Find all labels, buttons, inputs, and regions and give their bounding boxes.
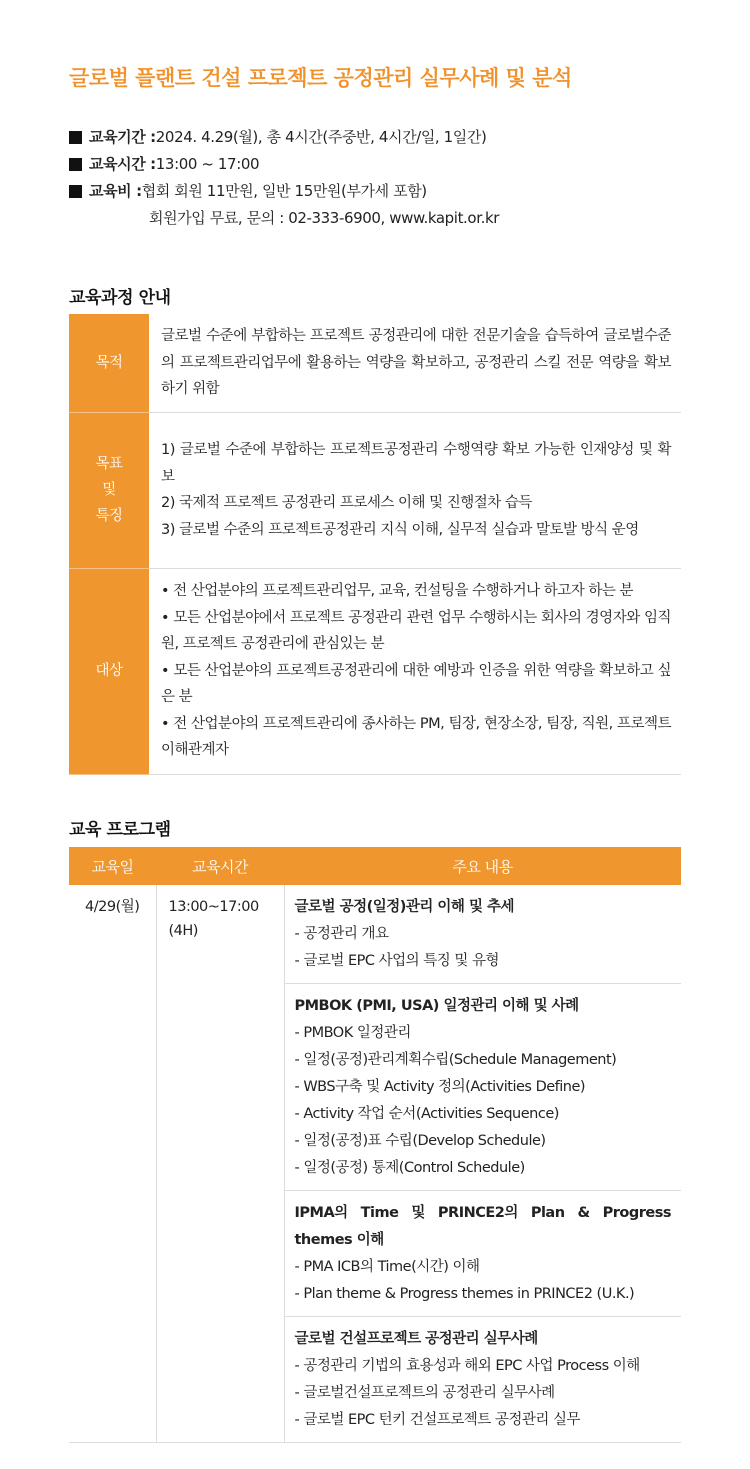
course-guide-table: [69, 314, 681, 775]
square-bullet-icon: [69, 131, 82, 144]
program-heading: 교육 프로그램: [69, 820, 171, 840]
block-title: PMBOK (PMI, USA) 일정관리 이해 및 사례: [294, 998, 579, 1014]
table-row: [69, 412, 681, 568]
content-line: 2) 국제적 프로젝트 공정관리 프로세스 이해 및 진행절차 습득: [161, 495, 532, 511]
content-line: 3) 글로벌 수준의 프로젝트공정관리 지식 이해, 실무적 실습과 말토발 방식 운영: [161, 521, 639, 538]
period-row: [69, 124, 499, 151]
time-value: 13:00 ~ 17:00: [155, 155, 260, 173]
row-content: [149, 314, 681, 412]
content-line: • 전 산업분야의 프로젝트관리에 종사하는 PM, 팀장, 현장소장, 팀장, 직원, 프로젝트 이해관계자: [161, 715, 671, 759]
row-label: [69, 412, 149, 568]
block-item: - PMBOK 일정관리: [294, 1025, 411, 1041]
course-info: [69, 124, 499, 232]
block-item: - WBS구축 및 Activity 정의(Activities Define): [294, 1079, 586, 1095]
block-item: - 글로벌 EPC 턴키 건설프로젝트 공정관리 실무: [294, 1412, 581, 1428]
time-row: [69, 151, 499, 178]
label-line: 특징: [95, 508, 123, 524]
square-bullet-icon: [69, 185, 82, 198]
label-line: 및: [102, 482, 116, 498]
row-label: 목적: [69, 314, 149, 412]
content-block: [284, 984, 681, 1191]
block-title: 글로벌 공정(일정)관리 이해 및 추세: [294, 899, 515, 915]
time-label: 교육시간 :: [89, 155, 156, 173]
block-item: - 글로벌 EPC 사업의 특징 및 유형: [294, 953, 499, 969]
block-title: IPMA의 Time 및 PRINCE2의 Plan & Progress themes 이해: [294, 1205, 671, 1248]
duration: (4H): [168, 923, 198, 939]
fee-value: 협회 회원 11만원, 일반 15만원(부가세 포함): [141, 182, 427, 200]
block-item: - 공정관리 기법의 효용성과 해외 EPC 사업 Process 이해: [294, 1358, 640, 1374]
time-range: 13:00~17:00: [168, 899, 259, 915]
column-header: 교육시간: [156, 847, 284, 885]
program-table: [69, 847, 681, 1443]
block-item: - 글로벌건설프로젝트의 공정관리 실무사례: [294, 1385, 555, 1401]
fee-note: [69, 205, 499, 232]
content-line: • 모든 산업분야의 프로젝트공정관리에 대한 예방과 인증을 위한 역량을 확보하고 싶은 분: [161, 662, 671, 706]
block-item: - Activity 작업 순서(Activities Sequence): [294, 1106, 559, 1122]
block-item: - PMA ICB의 Time(시간) 이해: [294, 1259, 480, 1275]
row-content: [149, 412, 681, 568]
content-block: [284, 1317, 681, 1443]
block-item: - 공정관리 개요: [294, 926, 389, 942]
block-item: - 일정(공정)관리계획수립(Schedule Management): [294, 1052, 617, 1068]
fee-label: 교육비 :: [89, 182, 142, 200]
page-title: 글로벌 플랜트 건설 프로젝트 공정관리 실무사례 및 분석: [69, 66, 572, 90]
course-guide-heading: 교육과정 안내: [69, 288, 171, 308]
period-value: 2024. 4.29(월), 총 4시간(주중반, 4시간/일, 1일간): [155, 128, 487, 146]
time-cell: [156, 885, 284, 1443]
row-label: 대상: [69, 568, 149, 774]
column-header: 교육일: [69, 847, 156, 885]
square-bullet-icon: [69, 158, 82, 171]
block-item: - 일정(공정)표 수립(Develop Schedule): [294, 1133, 546, 1149]
date-cell: 4/29(월): [69, 885, 156, 1443]
row-content: [149, 568, 681, 774]
block-title: 글로벌 건설프로젝트 공정관리 실무사례: [294, 1331, 538, 1347]
content-block: [284, 885, 681, 984]
content-line: 글로벌 수준에 부합하는 프로젝트 공정관리에 대한 전문기술을 습득하여 글로벌수준의 프로젝트관리업무에 활용하는 역량을 확보하고, 공정관리 스킬 전문 역량을 확보하기 위함: [161, 328, 671, 397]
content-line: 1) 글로벌 수준에 부합하는 프로젝트공정관리 수행역량 확보 가능한 인재양성 및 확보: [161, 442, 671, 485]
content-line: • 전 산업분야의 프로젝트관리업무, 교육, 컨설팅을 수행하거나 하고자 하는 분: [161, 583, 633, 600]
table-row: [69, 885, 681, 984]
block-item: - Plan theme & Progress themes in PRINCE2 (U.K.): [294, 1286, 635, 1302]
block-item: - 일정(공정) 통제(Control Schedule): [294, 1160, 525, 1176]
label-line: 목표: [95, 456, 123, 472]
column-header: 주요 내용: [284, 847, 681, 885]
table-row: [69, 314, 681, 412]
period-label: 교육기간 :: [89, 128, 156, 146]
table-header-row: [69, 847, 681, 885]
contact-text: 회원가입 무료, 문의 : 02-333-6900, www.kapit.or.kr: [149, 209, 500, 227]
content-line: • 모든 산업분야에서 프로젝트 공정관리 관련 업무 수행하시는 회사의 경영자와 임직원, 프로젝트 공정관리에 관심있는 분: [161, 609, 671, 653]
fee-row: [69, 178, 499, 205]
table-row: [69, 568, 681, 774]
content-block: [284, 1191, 681, 1317]
